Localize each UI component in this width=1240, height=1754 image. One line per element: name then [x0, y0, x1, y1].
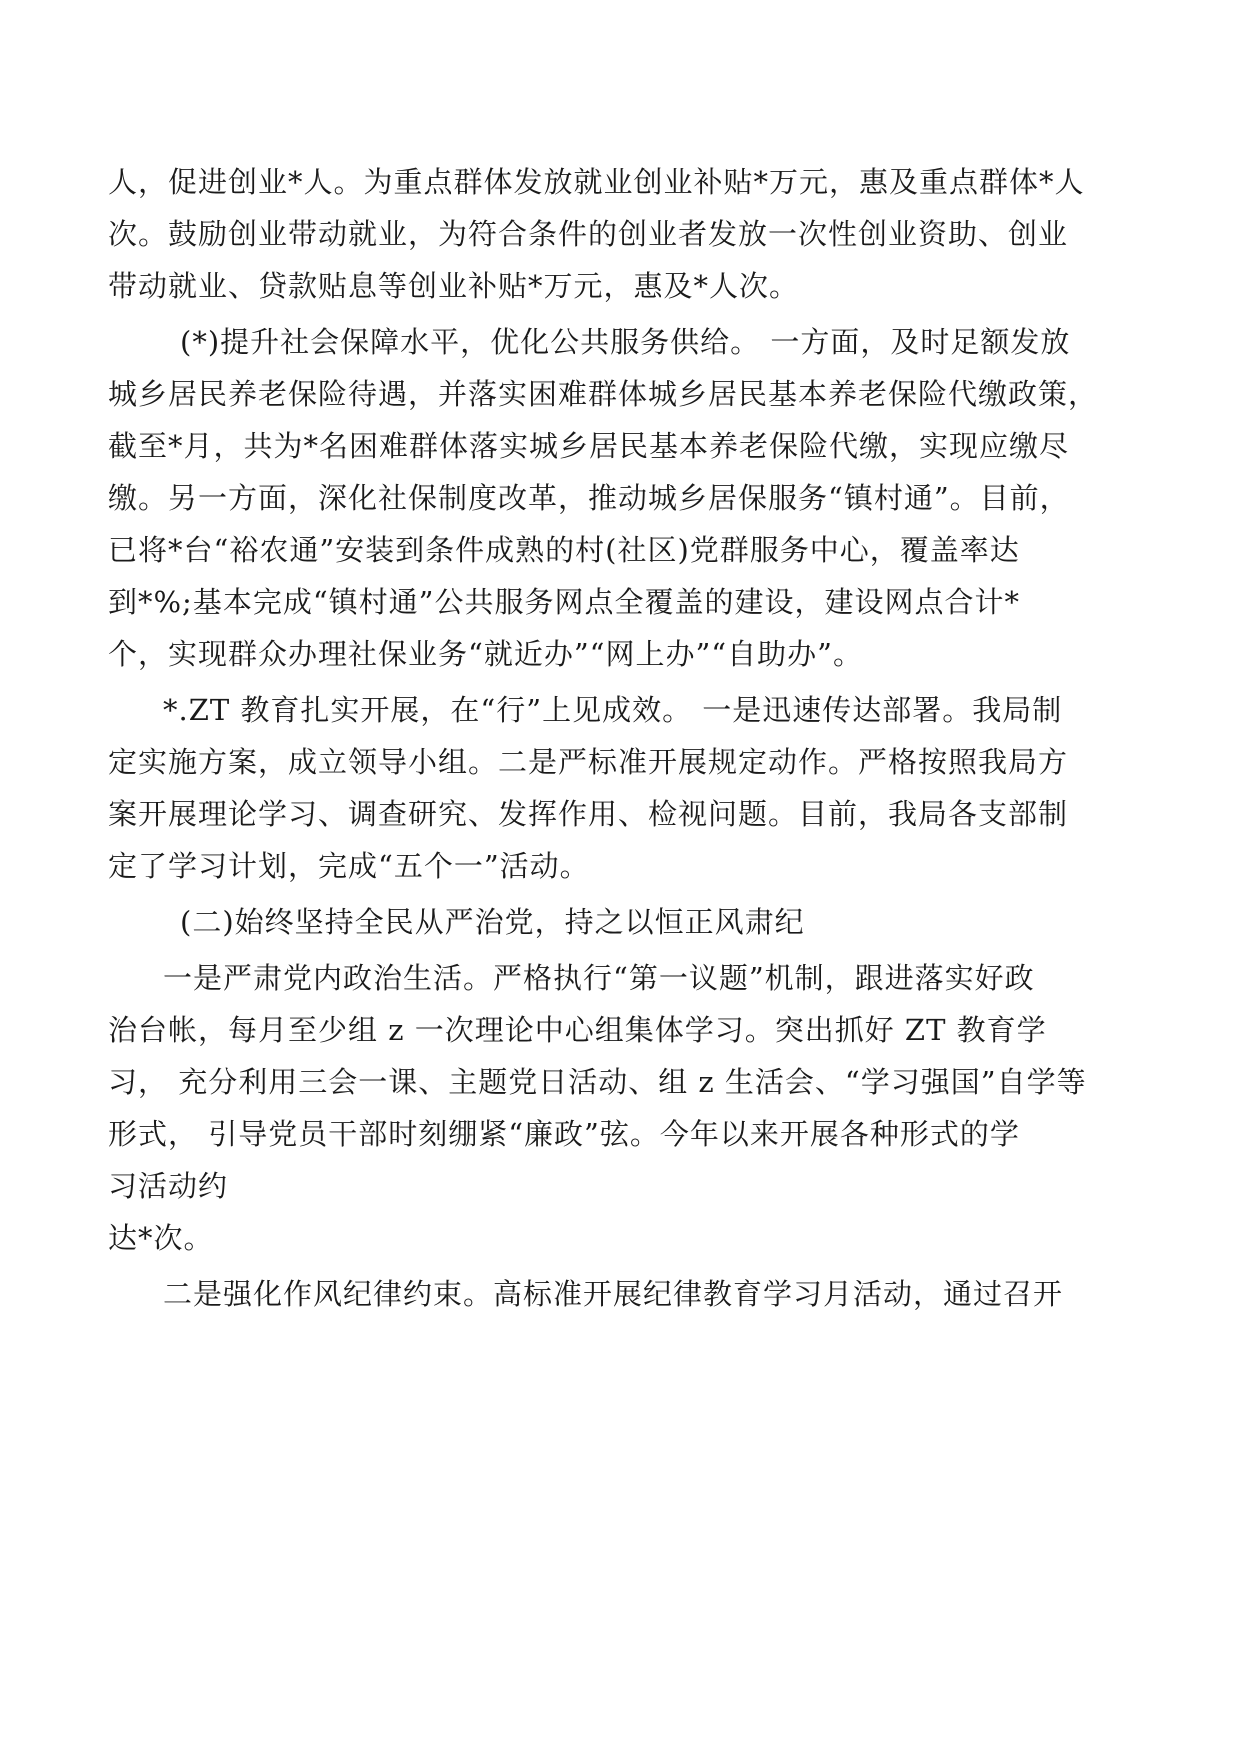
text-line: 治台帐，每月至少组 z 一次理论中心组集体学习。突出抓好 ZT 教育学: [108, 1013, 1047, 1047]
text-line: *.ZT 教育扎实开展，在“行”上见成效。 一是迅速传达部署。我局制: [163, 693, 1063, 727]
text-line: 带动就业、贷款贴息等创业补贴*万元，惠及*人次。: [108, 269, 800, 303]
text-line: 人，促进创业*人。为重点群体发放就业创业补贴*万元，惠及重点群体*人: [108, 165, 1085, 199]
text-line: 次。鼓励创业带动就业，为符合条件的创业者发放一次性创业资助、创业: [108, 217, 1069, 251]
text-line: 城乡居民养老保险待遇，并落实困难群体城乡居民基本养老保险代缴政策，: [108, 377, 1099, 411]
text-line: 案开展理论学习、调查研究、发挥作用、检视问题。目前，我局各支部制: [108, 797, 1069, 831]
text-line: 一是严肃党内政治生活。严格执行“第一议题”机制，跟进落实好政: [163, 961, 1035, 995]
text-line: 个，实现群众办理社保业务“就近办”“网上办”“自助办”。: [108, 637, 863, 671]
text-line: (*)提升社会保障水平，优化公共服务供给。 一方面，及时足额发放: [180, 325, 1071, 359]
text-line: 到*%;基本完成“镇村通”公共服务网点全覆盖的建设，建设网点合计*: [108, 585, 1020, 619]
text-line: 已将*台“裕农通”安装到条件成熟的村(社区)党群服务中心，覆盖率达: [108, 533, 1020, 567]
text-line: 定了学习计划，完成“五个一”活动。: [108, 849, 590, 883]
section-heading: (二)始终坚持全民从严治党，持之以恒正风肃纪: [180, 905, 805, 939]
text-line: 习活动约: [108, 1169, 229, 1203]
text-line: 形式， 引导党员干部时刻绷紧“廉政”弦。今年以来开展各种形式的学: [108, 1117, 1020, 1151]
text-line: 习， 充分利用三会一课、主题党日活动、组 z 生活会、“学习强国”自学等: [108, 1065, 1087, 1099]
text-line: 达*次。: [108, 1221, 214, 1255]
text-line: 定实施方案，成立领导小组。二是严标准开展规定动作。严格按照我局方: [108, 745, 1069, 779]
text-line: 二是强化作风纪律约束。高标准开展纪律教育学习月活动，通过召开: [163, 1277, 1064, 1311]
text-line: 缴。另一方面，深化社保制度改革，推动城乡居保服务“镇村通”。目前，: [108, 481, 1070, 515]
text-line: 截至*月，共为*名困难群体落实城乡居民基本养老保险代缴，实现应缴尽: [108, 429, 1070, 463]
